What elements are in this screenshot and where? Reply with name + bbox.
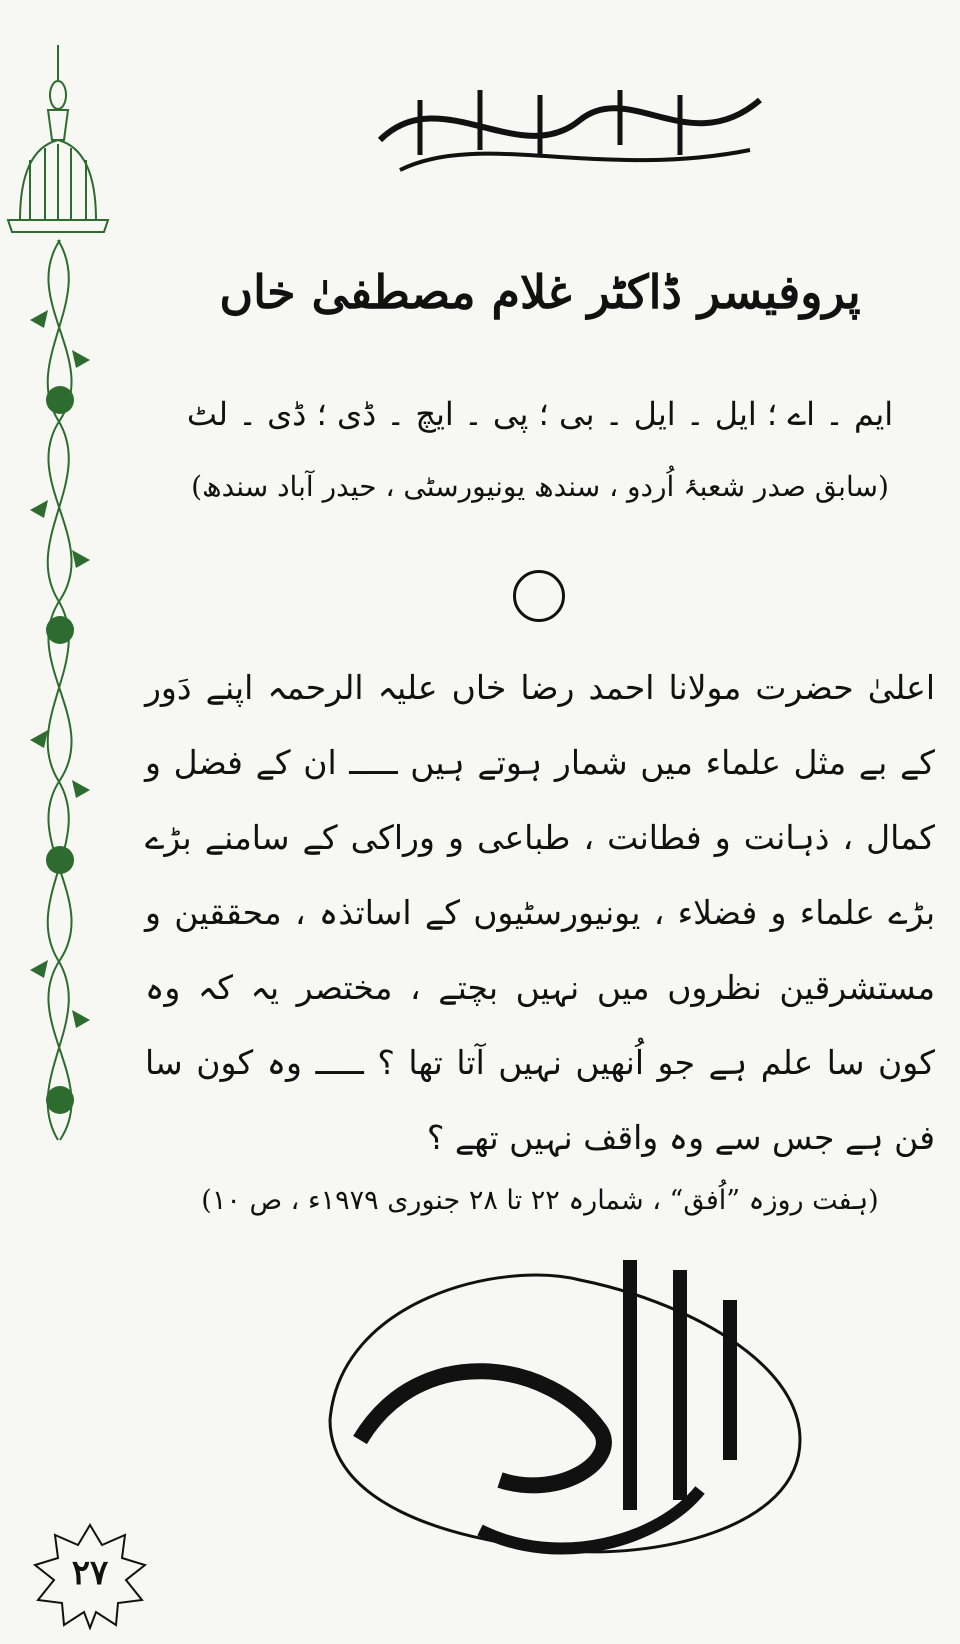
page-number: ۲۷ [71,1553,109,1593]
floral-border-ornament [0,40,120,1170]
calligraphy-roundel [300,1240,830,1570]
bismillah-calligraphy [360,60,780,190]
author-name: پروفیسر ڈاکٹر غلام مصطفیٰ خاں [219,265,861,319]
author-former-post: (سابق صدر شعبۂ اُردو ، سندھ یونیورسٹی ، حیدر آباد سندھ) [191,470,889,503]
author-degrees: ایم ۔ اے ؛ ایل ۔ ایل ۔ بی ؛ پی ۔ ایچ ۔ ڈی ؛ ڈی ۔ لٹ [186,395,894,433]
source-reference: (ہفت روزہ ”اُفق“ ، شمارہ ۲۲ تا ۲۸ جنوری ۱۹۷۹ء ، ص ۱۰) [201,1185,879,1216]
circle-divider [513,570,565,622]
quote-paragraph: اعلیٰ حضرت مولانا احمد رضا خاں علیہ الرحمہ اپنے دَور کے بے مثل علماء میں شمار ہوتے ہیں ـــــ ان کے فضل و کمال ، ذہانت و فطانت ، طباعی و وراکی کے سامنے بڑے بڑے علماء و فضلاء ، یونیورسٹیوں کے اساتذہ ، محققین و مستشرقین نظروں میں نہیں بچتے ، مختصر یہ کہ وہ کون سا علم ہے جو اُنھیں نہیں آتا تھا ؟ ـــــ وہ کون سا فن ہے جس سے وہ واقف نہیں تھے ؟ [145,668,935,1157]
